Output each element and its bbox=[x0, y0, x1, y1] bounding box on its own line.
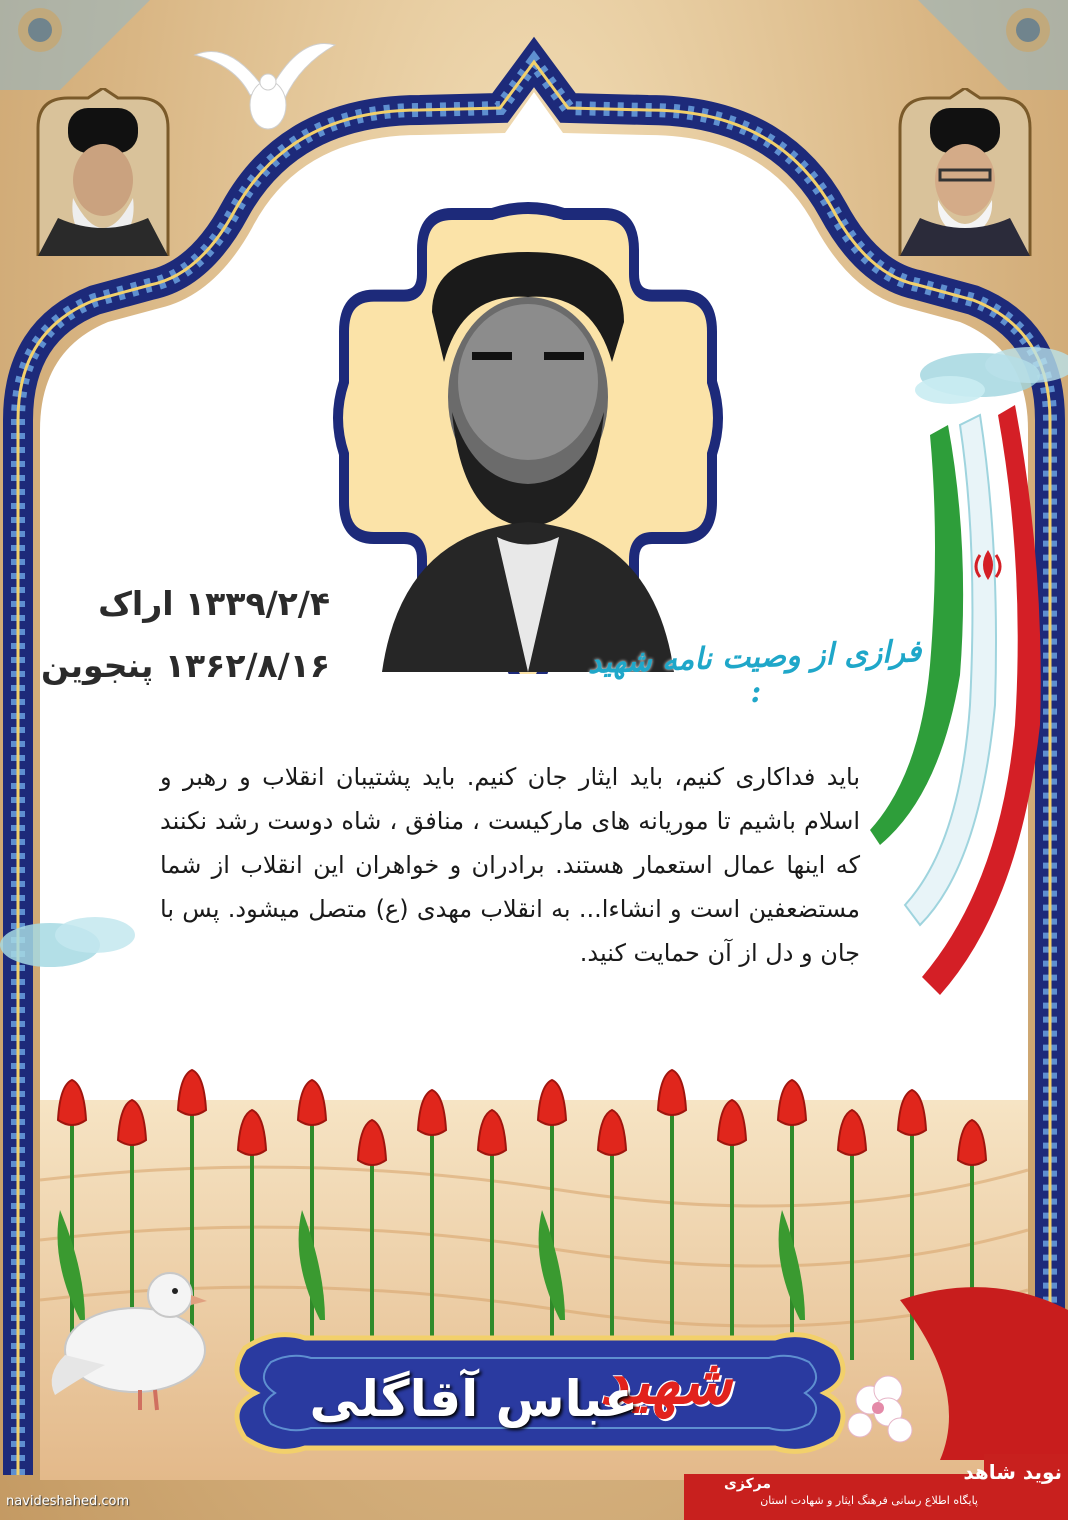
portrait-right bbox=[890, 88, 1040, 256]
martyr-name: عباس آقاگلی bbox=[309, 1370, 638, 1428]
logo-title: نوید شاهد bbox=[963, 1460, 1062, 1484]
martyr-title: شهید bbox=[600, 1345, 732, 1418]
cherry-blossom-ornament bbox=[840, 1270, 1068, 1460]
logo-subtitle: پایگاه اطلاع رسانی فرهنگ ایثار و شهادت استان bbox=[760, 1494, 978, 1507]
will-text: باید فداکاری کنیم، باید ایثار جان کنیم. باید پشتیبان انقلاب و رهبر و اسلام باشیم تا موریانه های مارکیست ، منافق ، شاه دوست رشد نکنند که اینها عمال استعمار هستند. برادران و خواهران این انقلاب از شما مستضعفین است و انشاءا... به انقلاب مهدی (ع) متصل میشود. پس با جان و دل از آن حمایت کنید. bbox=[160, 763, 860, 967]
cloud-ornament bbox=[0, 905, 150, 985]
logo-province: مرکزی bbox=[724, 1476, 772, 1492]
martyr-photo bbox=[262, 192, 794, 674]
birth-date-place: ۱۳۳۹/۲/۴ اراک bbox=[98, 584, 330, 623]
portrait-left-image bbox=[28, 88, 178, 256]
portrait-left bbox=[28, 88, 178, 256]
site-url: navideshahed.com bbox=[6, 1494, 130, 1509]
portrait-right-image bbox=[890, 88, 1040, 256]
dove-icon bbox=[190, 30, 340, 140]
will-heading: فرازی از وصیت نامه شهید : bbox=[587, 634, 922, 711]
navideshahed-logo bbox=[684, 1454, 1068, 1520]
martyrdom-date-place: ۱۳۶۲/۸/۱۶ پنجوین bbox=[40, 646, 330, 685]
pigeon-icon bbox=[45, 1255, 225, 1415]
